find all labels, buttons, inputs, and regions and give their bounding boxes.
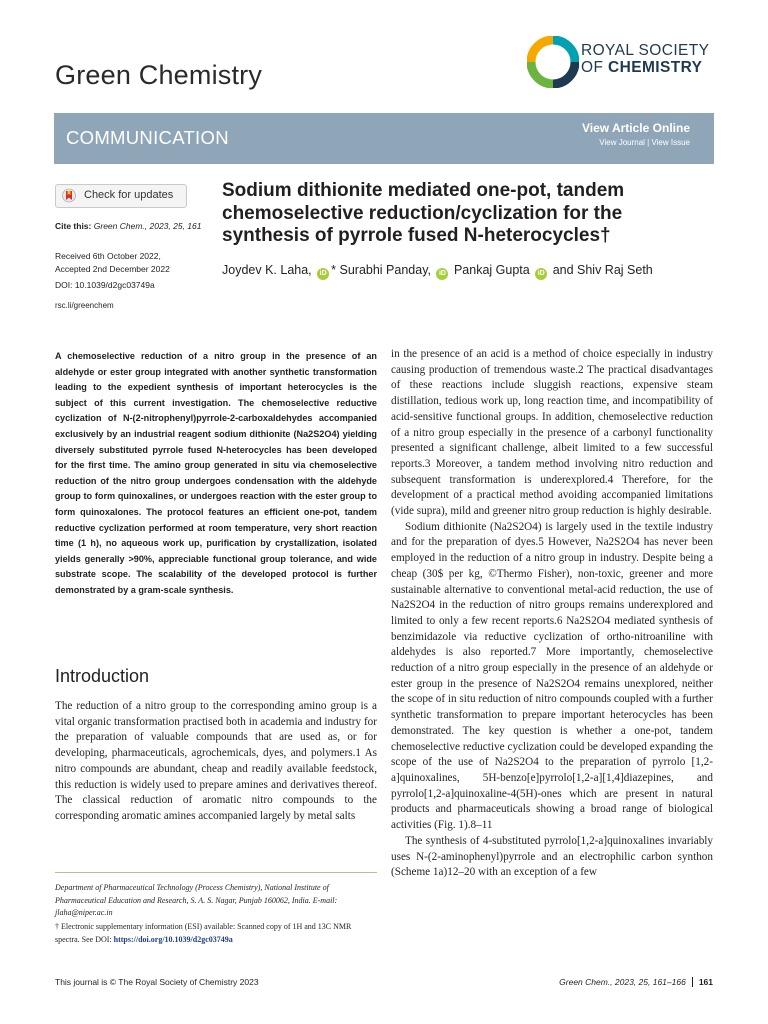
esi-doi-link[interactable]: https://doi.org/10.1039/d2gc03749a bbox=[113, 934, 233, 944]
author-name: Pankaj Gupta bbox=[453, 263, 530, 277]
intro-paragraph-left: The reduction of a nitro group to the corresponding amino group is a vital organic transformation practised both in academia and industry for the preparation of valuable compounds that are used as, or for developing, pharmaceuticals, agrochemicals, dyes, and polymers.1 As nitro compounds are abundant, cheap and readily available feedstock, this reduction is widely used to prepare amines and derivatives thereof. The classical reduction of aromatic nitro compounds to the corresponding aromatic amines accompanied largely by metal salts bbox=[55, 700, 377, 822]
orcid-icon[interactable]: iD bbox=[436, 268, 448, 280]
publisher-name bbox=[581, 42, 709, 76]
author-list bbox=[222, 263, 722, 280]
view-article-online-link[interactable]: View Article Online bbox=[581, 121, 690, 135]
copyright-footer: This journal is © The Royal Society of Chemistry 2023 bbox=[55, 977, 259, 987]
received-date: Received 6th October 2022, bbox=[55, 251, 161, 261]
article-doi: DOI: 10.1039/d2gc03749a bbox=[55, 280, 155, 290]
view-journal-issue-links[interactable]: View Journal | View Issue bbox=[599, 138, 690, 147]
affiliation-footnote: Department of Pharmaceutical Technology (Process Chemistry), National Institute of Pharmaceutical Education and Research, S. A. S. Nagar, Punjab 160062, India. E-mail: jlaha@niper.ac.in bbox=[55, 883, 338, 917]
publisher-line2: OF CHEMISTRY bbox=[581, 59, 703, 76]
article-type: COMMUNICATION bbox=[66, 127, 229, 148]
journal-citation: Green Chem., 2023, 25, 161–166 bbox=[559, 977, 686, 987]
citation: Cite this: Green Chem., 2023, 25, 161 bbox=[55, 221, 202, 231]
corresponding-mark: * bbox=[331, 263, 337, 277]
footnote-divider bbox=[55, 872, 377, 873]
check-for-updates-button[interactable] bbox=[55, 184, 187, 208]
article-type-banner bbox=[54, 113, 714, 164]
author-name: and Shiv Raj Seth bbox=[552, 263, 653, 277]
esi-footnote: † Electronic supplementary information (ESI) available: Scanned copy of 1H and 13C NMR spectra. See DOI: https://doi.org/10.1039/d2gc03749a bbox=[55, 922, 352, 944]
article-dates bbox=[55, 250, 170, 275]
journal-site-link[interactable]: rsc.li/greenchem bbox=[55, 301, 114, 310]
orcid-icon[interactable]: iD bbox=[535, 268, 547, 280]
body-column-right bbox=[391, 347, 713, 881]
author-name: Joydev K. Laha, bbox=[222, 263, 312, 277]
check-for-updates-label: Check for updates bbox=[84, 189, 174, 201]
paragraph: Sodium dithionite (Na2S2O4) is largely used in the textile industry and for the preparation of dyes.5 However, Na2S2O4 has never been employed in the reduction of a nitro group in industry. Despite being a cheap (30$ per kg, ©Thermo Fisher), non-toxic, greener and more sustainable alternative to conventional metal-acid reduction, the use of Na2S2O4 in the reduction of nitro groups remains underexplored and limited to only a few recent reports.6 Na2S2O4 mediated synthesis of benzimidazole via reductive cyclization of ortho-nitroaniline with aldehydes is also reported.7 More importantly, chemoselective reduction of a nitro group especially in the presence of an aldehyde or ester group in the presence of Na2S2O4 remains unexplored, neither the scope of in situ reduction of nitro compounds coupled with a further synthetic transformation to prepare important heterocycles has been demonstrated. The key question is whether a one-pot, tandem chemoselective reductive cyclization could be developed expanding the scope of the use of Na2S2O4 to the preparation of pyrrolo [1,2-a]quinoxalines, 5H-benzo[e]pyrrolo[1,2-a][1,4]diazepines, and pyrrolo[1,2-a]quinoxaline-4(5H)-ones which are present in natural products and pharmaceuticals showing a broad range of biological activities (Fig. 1).8–11 bbox=[391, 520, 713, 832]
bookmark-icon bbox=[62, 188, 76, 203]
page-number: 161 bbox=[692, 977, 713, 987]
accepted-date: Accepted 2nd December 2022 bbox=[55, 263, 170, 274]
section-heading-introduction: Introduction bbox=[55, 666, 150, 686]
article-title: Sodium dithionite mediated one-pot, tandem chemoselective reduction/cyclization for the synthesis of pyrrole fused N-heterocycles† bbox=[222, 180, 625, 246]
paragraph: The synthesis of 4-substituted pyrrolo[1,2-a]quinoxalines invariably uses N-(2-aminophenyl)pyrrole and an electrophilic carbon synthon (Scheme 1a)12–20 with an exception of a few bbox=[391, 834, 713, 879]
page-footer bbox=[559, 977, 713, 987]
rsc-logo-icon bbox=[527, 36, 579, 88]
paragraph: in the presence of an acid is a method of choice especially in industry causing production of tremendous waste.2 The practical disadvantages of these reactions include sluggish reactions, expensive steam distillation, tedious work up, long reaction time, and incompatibility of acid-sensitive functional groups. In addition, chemoselective reduction of a nitro group especially in the presence of a carbonyl functionality presented a significant challenge, albeit limited to a few successful reports.3 Moreover, a tandem method involving nitro reduction and subsequent transformation is underexplored.4 Therefore, for the development of a practical method avoiding accompanied limitations (vide supra), mild and greener nitro group reduction is highly desirable. bbox=[391, 348, 713, 518]
abstract: A chemoselective reduction of a nitro group in the presence of an aldehyde or ester group integrated with another synthetic transformation leading to the expedient synthesis of important heterocycles is the subject of this current investigation. The chemoselective reductive cyclization of N-(2-nitrophenyl)pyrrole-2-carboxaldehydes accompanied exclusively by an industrial reagent sodium dithionite (Na2S2O4) yielding diversely substituted pyrrole fused N-heterocycles has been developed for the first time. The amino group generated in situ via chemoselective reduction of the nitro group undergoes condensation with the aldehyde group to form quinoxalines, or undergoes reaction with the ester group to form quinoxalones. The protocol features an efficient one-pot, tandem reductive cyclization performed at room temperature, very short reaction time (1 h), no aqueous work up, purification by crystallization, isolated yields generally >90%, appreciable functional group tolerance, and wide substrate scope. The scalability of the developed protocol is further demonstrated by a gram-scale synthesis. bbox=[55, 351, 377, 595]
author-name: Surabhi Panday, bbox=[339, 263, 431, 277]
journal-title: Green Chemistry bbox=[55, 60, 263, 90]
publisher-line1: ROYAL SOCIETY bbox=[581, 42, 710, 59]
orcid-icon[interactable]: iD bbox=[317, 268, 329, 280]
